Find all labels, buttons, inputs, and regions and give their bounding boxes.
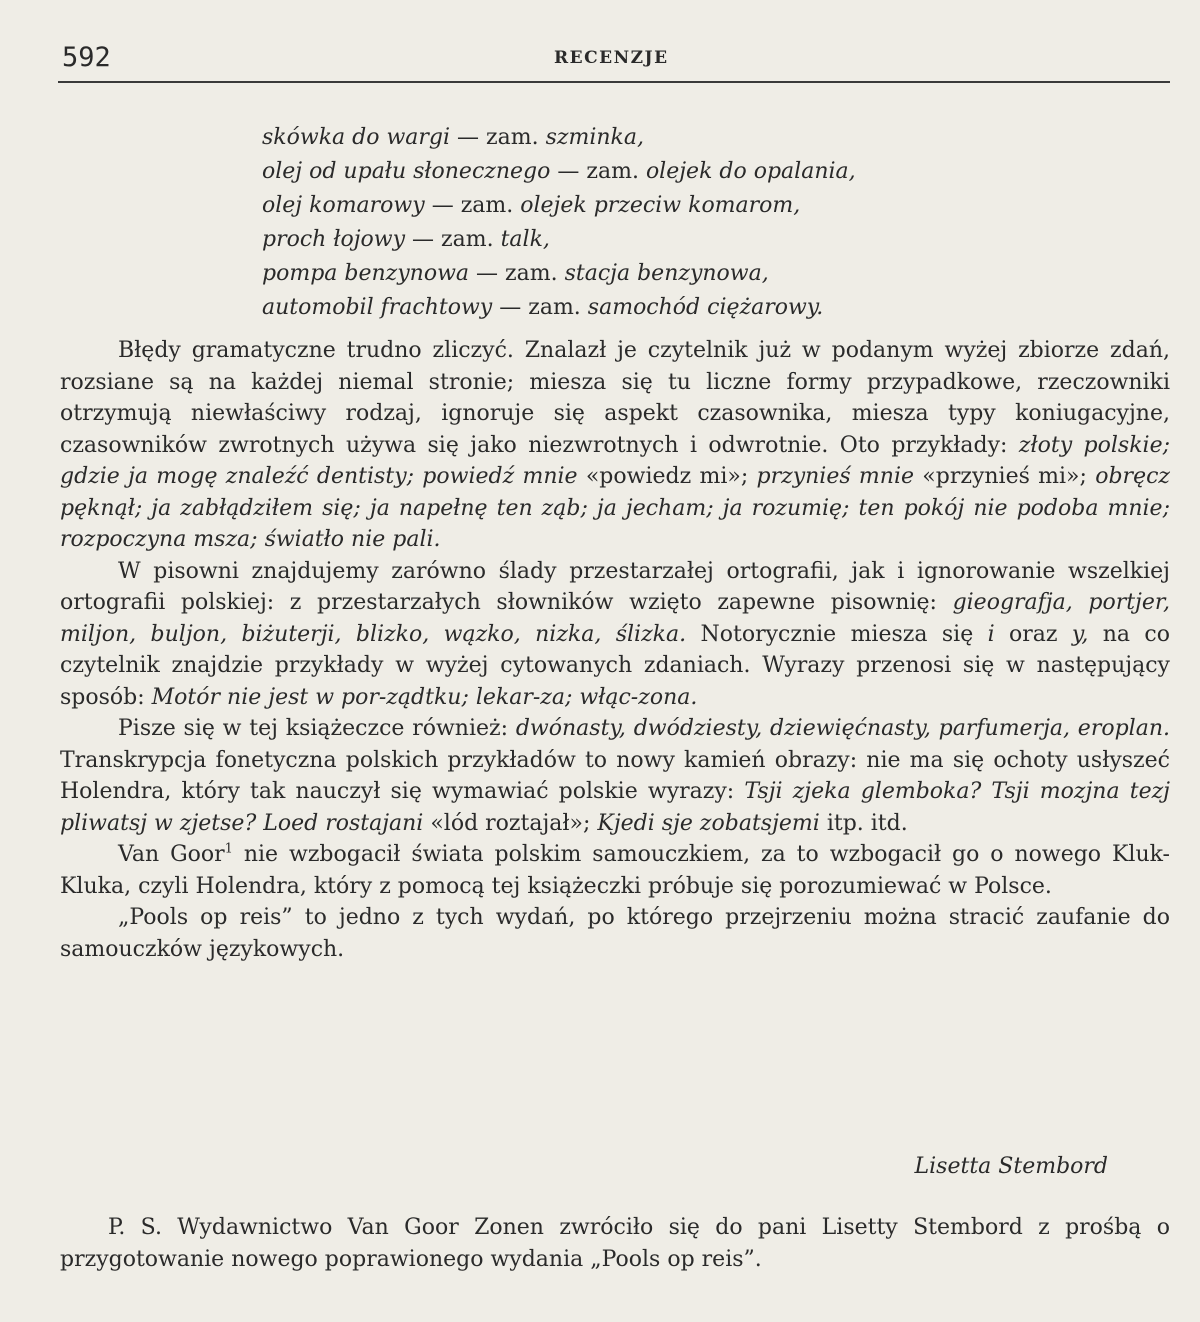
header-rule — [58, 81, 1170, 83]
paragraph-orthography: W pisowni znajdujemy zarówno ślady przestarzałej ortografii, jak i ignorowanie wszelkiej ortografii polskiej: z przestarzałych słowników wzięto zapewne pisownię: gieografja, portjer, miljon, buljon, biżuterji, blizko, wązko, nizka, ślizka. Notorycznie miesza się i oraz y, na co czytelnik znajdzie przykłady w wyżej cytowanych zdaniach. Wyrazy przenosi się w następujący sposób: Motór nie jest w por-ządtku; lekar-za; włąc-zona. — [60, 558, 1170, 710]
vocab-line — [262, 121, 1082, 155]
paragraph-conclusion: „Pools op reis” to jedno z tych wydań, po którego przejrzeniu można stracić zaufanie do samouczków językowych. — [60, 905, 1170, 962]
vocab-correct: olejek przeciw komarom, — [520, 193, 801, 218]
paragraph-transcription: Pisze się w tej książeczce również: dwónasty, dwódziesty, dziewięćnasty, parfumerja, eroplan. Transkrypcja fonetyczna polskich przykładów to nowy kamień obrazy: nie ma się ochoty usłyszeć Holendra, który tak nauczył się wymawiać polskie wyrazy: Tsji zjeka glemboka? Tsji mozjna tezj pliwatsj w zjetse? Loed rostajani «lód roztajał»; Kjedi sje zobatsjemi itp. itd. — [60, 716, 1170, 836]
page-header — [60, 38, 1172, 78]
body-text — [60, 335, 1170, 965]
vocab-zam: — zam. — [492, 295, 588, 320]
postscript — [60, 1212, 1170, 1275]
vocab-correct: talk, — [500, 227, 550, 252]
running-head: RECENZJE — [554, 48, 669, 68]
footnote-marker: 1 — [224, 841, 233, 857]
paragraph-van-goor: Van Goor$^1$ nie wzbogacił świata polskim samouczkiem, za to wzbogacił go o nowego Kluk-Kluka, czyli Holendra, który z pomocą tej książeczki próbuje się porozumiewać w Polsce. — [60, 841, 1170, 899]
vocab-zam: — zam. — [450, 125, 546, 150]
vocab-term: pompa benzynowa — [262, 261, 470, 286]
page-number: 592 — [62, 42, 111, 73]
vocab-zam: — zam. — [424, 193, 521, 218]
vocab-term: olej komarowy — [262, 193, 425, 218]
vocab-correct: stacja benzynowa, — [564, 261, 769, 286]
vocab-correct: szminka, — [545, 125, 644, 150]
vocab-line — [262, 291, 1082, 325]
vocab-term: proch łojowy — [262, 227, 406, 252]
vocab-term: automobil frachtowy — [262, 295, 493, 320]
vocabulary-list — [262, 121, 1082, 325]
paragraph-grammar-errors: Błędy gramatyczne trudno zliczyć. Znalazł je czytelnik już w podanym wyżej zbiorze zdań, rozsiane są na każdej niemal stronie; miesza się tu liczne formy przypadkowe, rzeczowniki otrzymują niewłaściwy rodzaj, ignoruje się aspekt czasownika, miesza typy koniugacyjne, czasowników zwrotnych używa się jako niezwrotnych i odwrotnie. Oto przykłady: złoty polskie; gdzie ja mogę znaleźć dentisty; powiedź mnie «powiedz mi»; przynieś mnie «przynieś mi»; obręcz pęknął; ja zabłądziłem się; ja napełnę ten ząb; ja jecham; ja rozumię; ten pokój nie podoba mnie; rozpoczyna msza; światło nie pali. — [60, 338, 1170, 552]
vocab-line — [262, 155, 1082, 189]
vocab-zam: — zam. — [405, 227, 501, 252]
vocab-line — [262, 257, 1082, 291]
vocab-correct: samochód ciężarowy. — [587, 295, 824, 320]
vocab-zam: — zam. — [550, 159, 646, 184]
vocab-line — [262, 223, 1082, 257]
author-signature: Lisetta Stembord — [914, 1154, 1108, 1179]
vocab-term: olej od upału słonecznego — [262, 159, 551, 184]
postscript-text: P. S. Wydawnictwo Van Goor Zonen zwróciło się do pani Lisetty Stembord z prośbą o przygotowanie nowego poprawionego wydania „Pools op reis”. — [60, 1215, 1170, 1272]
vocab-line — [262, 189, 1082, 223]
vocab-correct: olejek do opalania, — [645, 159, 856, 184]
vocab-zam: — zam. — [469, 261, 565, 286]
vocab-term: skówka do wargi — [262, 125, 451, 150]
